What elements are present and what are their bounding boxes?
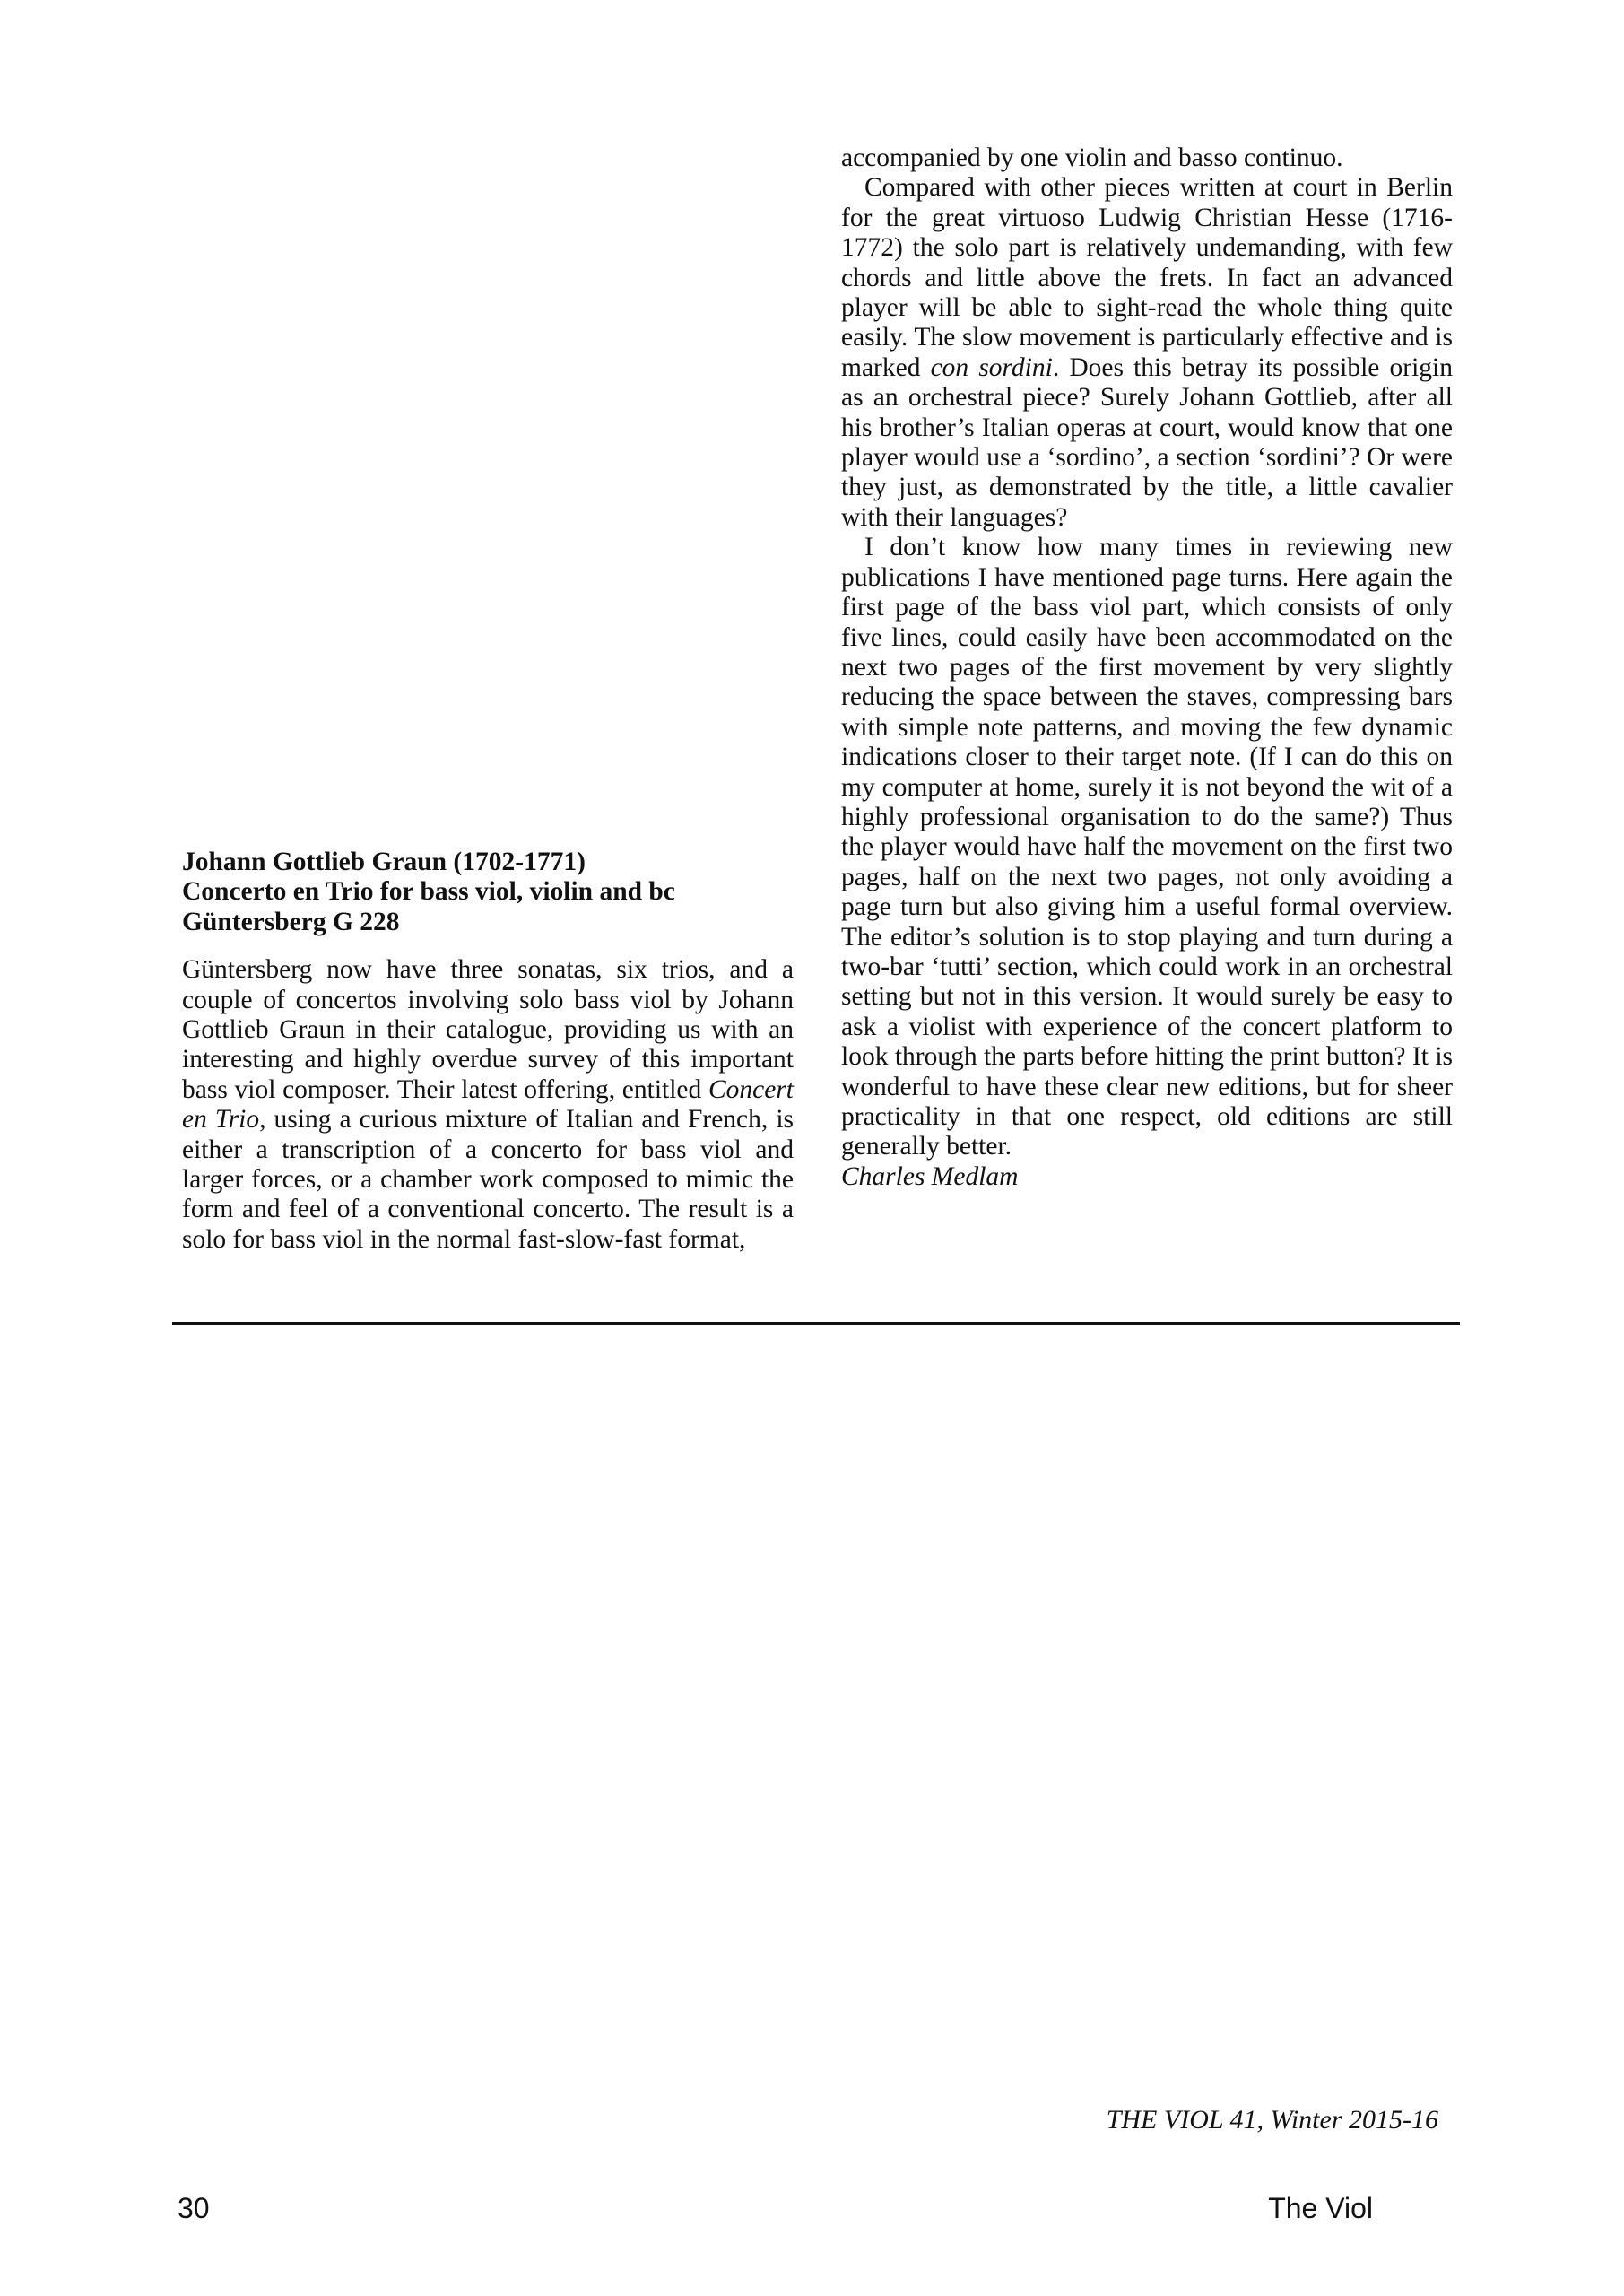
review-composer: Johann Gottlieb Graun (1702-1771) bbox=[182, 848, 586, 876]
review-left-column bbox=[182, 848, 794, 1255]
musical-term-italic: con sordini bbox=[930, 352, 1053, 382]
section-divider bbox=[172, 1322, 1460, 1325]
work-title-italic: Concert en Trio bbox=[182, 1074, 794, 1135]
page-number: 30 bbox=[178, 2192, 210, 2224]
reviewer-signature: Charles Medlam bbox=[841, 1161, 1019, 1191]
review-paragraph bbox=[182, 955, 794, 1255]
review-paragraph bbox=[841, 173, 1453, 533]
review-right-column bbox=[841, 144, 1453, 1192]
review-paragraph: I don’t know how many times in reviewing new publications I have mentioned page turns. Here again the first page of the bass viol part, which consists of only five lines, could easily have been accommodated on the next two pages of the first movement by very slightly reducing the space between the staves, compressing bars with simple note patterns, and moving the few dynamic indications closer to their target note. (If I can do this on my computer at home, surely it is not beyond the wit of a highly professional organisation to do the same?) Thus the player would have half the movement on the first two pages, half on the next two pages, not only avoiding a page turn but also giving him a useful formal overview. The editor’s solution is to stop playing and turn during a two-bar ‘tutti’ section, which could work in an orchestral setting but not in this version. It would surely be easy to ask a violist with experience of the concert platform to look through the parts before hitting the print button? It is wonderful to have these clear new editions, but for sheer practicality in that one respect, old editions are still generally better. bbox=[841, 533, 1453, 1161]
journal-issue-line: THE VIOL 41, Winter 2015-16 bbox=[1106, 2105, 1438, 2135]
running-title: The Viol bbox=[1268, 2192, 1373, 2224]
review-publisher: Güntersberg G 228 bbox=[182, 907, 400, 936]
review-heading bbox=[182, 848, 794, 937]
review-text: . Does this betray its possible origin as an orchestral piece? Surely Johann Gottlieb, after all his brother’s Italian operas at court, would know that one player would use a ‘sordino’, a section ‘sordini’? Or were they just, as demonstrated by the title, a little cavalier with their languages? bbox=[841, 352, 1453, 532]
review-text: , using a curious mixture of Italian and French, is either a transcription of a concerto for bass viol and larger forces, or a chamber work composed to mimic the form and feel of a conventional concerto. The result is a solo for bass viol in the normal fast-slow-fast format, bbox=[182, 1105, 794, 1254]
review-text: Compared with other pieces written at court in Berlin for the great virtuoso Ludwig Christian Hesse (1716-1772) the solo part is relatively undemanding, with few chords and little above the frets. In fact an advanced player will be able to sight-read the whole thing quite easily. The slow movement is particularly effective and is marked bbox=[841, 173, 1453, 382]
review-paragraph: accompanied by one violin and basso continuo. bbox=[841, 144, 1343, 172]
review-work-title: Concerto en Trio for bass viol, violin and bc bbox=[182, 877, 675, 907]
review-text: Güntersberg now have three sonatas, six trios, and a couple of concertos involving solo bass viol by Johann Gottlieb Graun in their catalogue, providing us with an interesting and highly overdue survey of this important bass viol composer. Their latest offering, entitled bbox=[182, 955, 794, 1104]
